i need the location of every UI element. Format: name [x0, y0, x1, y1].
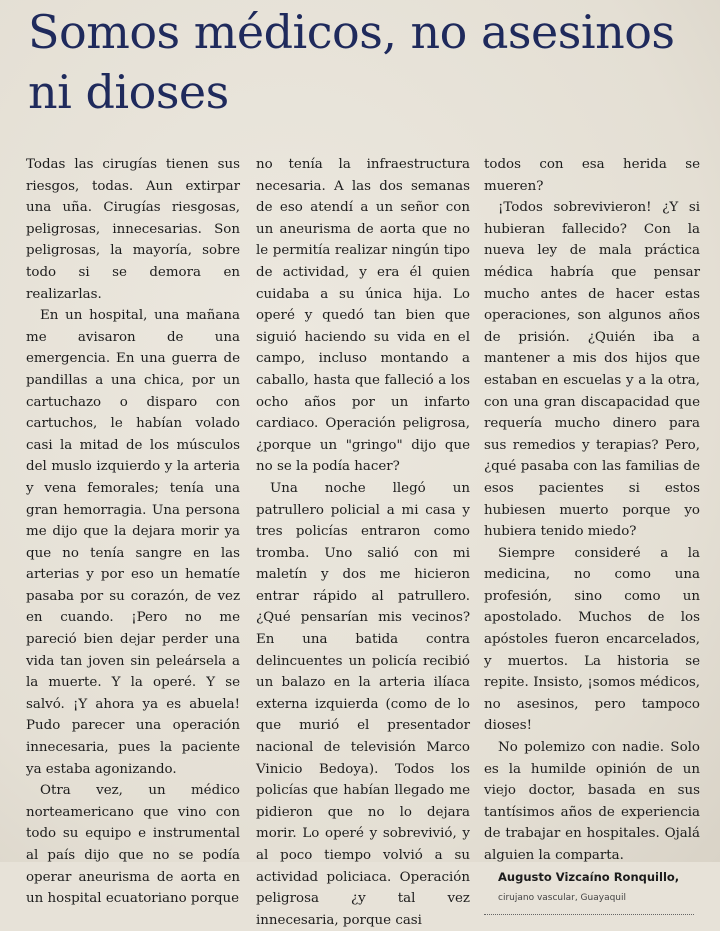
paragraph: no tenía la infraestructura necesaria. A las dos semanas de eso atendí a un señor con un aneurisma de aorta que no le permitía realizar ningún tipo de actividad, y era él quien cuidaba a su única hija. Lo operé y quedó tan bien que siguió haciendo su vida en el campo, incluso montando a caballo, hasta que falleció a los ocho años por un infarto cardiaco. Operación peligrosa, ¿porque un "gringo" dijo que no se la podía hacer?: [256, 157, 470, 475]
paragraph: todos con esa herida se mueren?: [484, 157, 700, 194]
paragraph: Siempre consideré a la medicina, no como una profesión, sino como un apostolado. Muchos de los apóstoles fueron encarcelados, y muertos. La historia se repite. Insisto, ¡somos médicos, no asesinos, pero tampoco dioses!: [484, 545, 700, 734]
article-column-3: [484, 154, 700, 915]
paragraph: ¡Todos sobrevivieron! ¿Y si hubieran fallecido? Con la nueva ley de mala práctica médica habría que pensar mucho antes de hacer estas operaciones, son algunos años de prisión. ¿Quién iba a mantener a mis dos hijos que estaban en escuelas y a la otra, con una gran discapacidad que requería mucho dinero para sus remedios y terapias? Pero, ¿qué pasaba con las familias de esos pacientes si estos hubiesen muerto porque yo hubiera tenido miedo?: [484, 200, 700, 540]
article-column-2: [256, 154, 470, 931]
paragraph: Otra vez, un médico norteamericano que vino con todo su equipo e instrumental al país dijo que no se podía operar aneurisma de aorta en un hospital ecuatoriano porque: [26, 783, 240, 907]
paragraph: Una noche llegó un patrullero policial a mi casa y tres policías entraron como tromba. Uno salió con mi maletín y dos me hicieron entrar rápido al patrullero. ¿Qué pensarían mis vecinos? En una batida contra delincuentes un policía recibió un balazo en la arteria ilíaca externa izquierda (como de lo que murió el presentador nacional de televisión Marco Vinicio Bedoya). Todos los policías que habían llegado me pidieron que no lo dejara morir. Lo operé y sobrevivió, y al poco tiempo volvió a su actividad policiaca. Operación peligrosa ¿y tal vez innecesaria, porque casi: [256, 480, 470, 928]
headline: Somos médicos, no asesinos ni dioses: [28, 5, 675, 119]
author-name: Augusto Vizcaíno Ronquillo,: [498, 869, 680, 884]
divider: [484, 914, 694, 915]
paragraph: En un hospital, una mañana me avisaron de una emergencia. En una guerra de pandillas a una chica, por un cartuchazo o disparo con cartuchos, le habían volado casi la mitad de los músculos del muslo izquierdo y la arteria y vena femorales; tenía una gran hemorragia. Una persona me dijo que la dejara morir ya que no tenía sangre en las arterias y por eso un hematíe pasaba por su corazón, de vez en cuando. ¡Pero no me pareció bien dejar perder una vida tan joven sin peleársela a la muerte. Y la operé. Y se salvó. ¡Y ahora ya es abuela! Pudo parecer una operación innecesaria, pues la paciente ya estaba agonizando.: [26, 308, 240, 777]
article-column-1: [26, 154, 240, 910]
paragraph: No polemizo con nadie. Solo es la humilde opinión de un viejo doctor, basada en sus tantísimos años de experiencia de trabajar en hospitales. Ojalá alguien la comparta.: [484, 740, 700, 863]
paragraph: Todas las cirugías tienen sus riesgos, todas. Aun extirpar una uña. Cirugías riesgosas, peligrosas, innecesarias. Son peligrosas, la mayoría, sobre todo si se demora en realizarlas.: [26, 157, 240, 302]
author-title: cirujano vascular, Guayaquil: [498, 893, 627, 904]
